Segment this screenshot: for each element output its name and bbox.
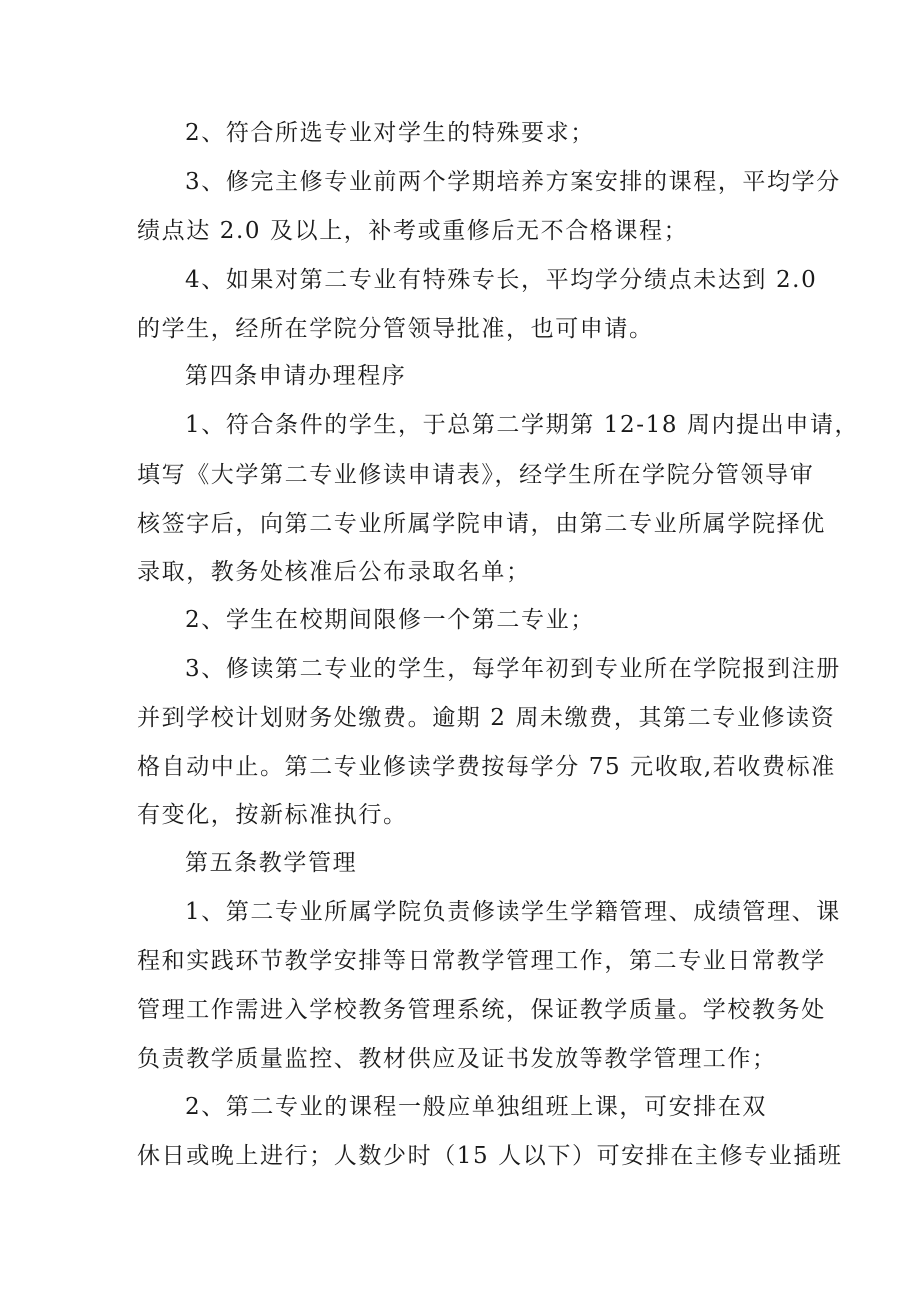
section-heading: 第四条申请办理程序 xyxy=(185,363,407,389)
text-line: 2、符合所选专业对学生的特殊要求； xyxy=(185,120,595,146)
text-line: 并到学校计划财务处缴费。逾期 2 周未缴费，其第二专业修读资 xyxy=(137,705,836,731)
text-line: 1、符合条件的学生，于总第二学期第 12-18 周内提出申请， xyxy=(185,412,860,438)
text-line: 4、如果对第二专业有特殊专长，平均学分绩点未达到 2.0 xyxy=(185,267,818,293)
text-line: 管理工作需进入学校教务管理系统，保证教学质量。学校教务处 xyxy=(137,997,826,1023)
text-line: 绩点达 2.0 及以上，补考或重修后无不合格课程； xyxy=(137,218,689,244)
text-line: 填写《大学第二专业修读申请表》，经学生所在学院分管领导审 xyxy=(137,462,815,488)
text-line: 休日或晚上进行；人数少时（15 人以下）可安排在主修专业插班 xyxy=(137,1143,843,1169)
text-line: 的学生，经所在学院分管领导批准，也可申请。 xyxy=(137,316,654,342)
text-line: 有变化，按新标准执行。 xyxy=(137,802,408,828)
text-line: 2、学生在校期间限修一个第二专业； xyxy=(185,607,595,633)
text-line: 格自动中止。第二专业修读学费按每学分 75 元收取,若收费标准 xyxy=(137,754,836,780)
text-line: 录取，教务处核准后公布录取名单； xyxy=(137,559,531,585)
text-line: 2、第二专业的课程一般应单独组班上课，可安排在双 xyxy=(185,1094,768,1120)
text-line: 1、第二专业所属学院负责修读学生学籍管理、成绩管理、课 xyxy=(185,899,841,925)
section-heading: 第五条教学管理 xyxy=(185,850,358,876)
text-line: 核签字后，向第二专业所属学院申请，由第二专业所属学院择优 xyxy=(137,511,826,537)
text-line: 程和实践环节教学安排等日常教学管理工作，第二专业日常教学 xyxy=(137,948,826,974)
text-line: 3、修读第二专业的学生，每学年初到专业所在学院报到注册 xyxy=(185,656,841,682)
text-line: 负责教学质量监控、教材供应及证书发放等教学管理工作； xyxy=(137,1046,777,1072)
text-line: 3、修完主修专业前两个学期培养方案安排的课程，平均学分 xyxy=(185,169,841,195)
